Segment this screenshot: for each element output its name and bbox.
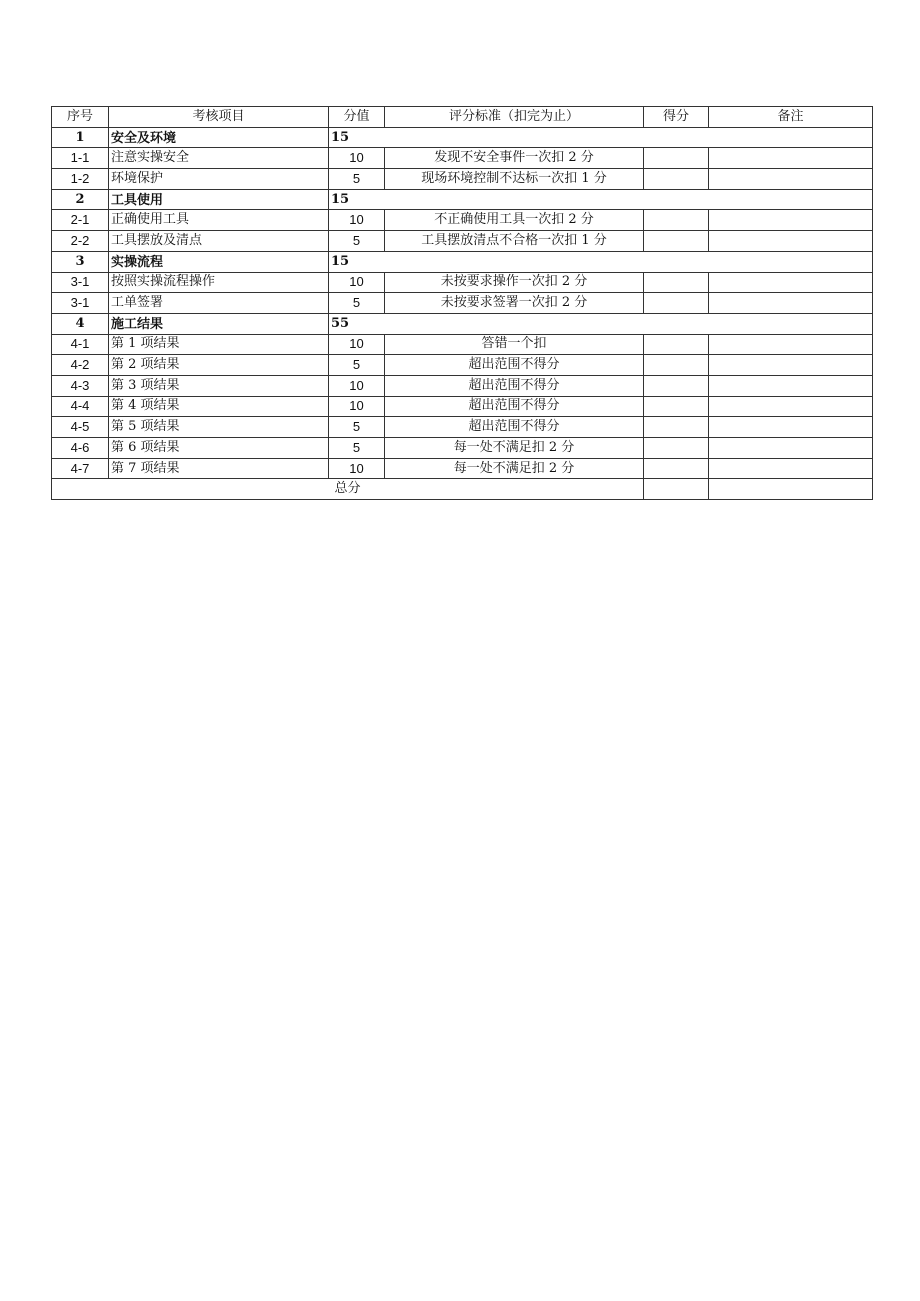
section-score: 15 (329, 127, 873, 148)
score-sheet (51, 106, 872, 500)
item-no: 3-1 (52, 293, 109, 314)
item-name: 第 1 项结果 (109, 334, 329, 355)
item-criteria: 超出范围不得分 (385, 355, 644, 376)
section-title: 安全及环境 (109, 127, 329, 148)
item-score: 5 (329, 417, 385, 438)
item-no: 2-1 (52, 210, 109, 231)
table-row (52, 396, 873, 417)
item-score: 5 (329, 169, 385, 190)
section-row (52, 189, 873, 210)
item-no: 2-2 (52, 231, 109, 252)
item-name: 工单签署 (109, 293, 329, 314)
total-score-cell (644, 479, 709, 500)
table-row (52, 210, 873, 231)
item-got-cell (644, 417, 709, 438)
section-row (52, 313, 873, 334)
item-criteria: 现场环境控制不达标一次扣 1 分 (385, 169, 644, 190)
item-criteria: 不正确使用工具一次扣 2 分 (385, 210, 644, 231)
item-name: 按照实操流程操作 (109, 272, 329, 293)
item-got-cell (644, 272, 709, 293)
table-row (52, 272, 873, 293)
section-title: 施工结果 (109, 313, 329, 334)
table-row (52, 169, 873, 190)
item-no: 4-7 (52, 458, 109, 479)
section-no: 3 (52, 251, 109, 272)
item-remark-cell (709, 355, 873, 376)
item-remark-cell (709, 458, 873, 479)
table-row (52, 148, 873, 169)
section-no: 1 (52, 127, 109, 148)
table-row (52, 417, 873, 438)
item-got-cell (644, 355, 709, 376)
item-criteria: 超出范围不得分 (385, 375, 644, 396)
item-got-cell (644, 293, 709, 314)
header-criteria: 评分标准（扣完为止） (385, 107, 644, 128)
item-no: 4-2 (52, 355, 109, 376)
item-name: 环境保护 (109, 169, 329, 190)
total-label: 总分 (52, 479, 644, 500)
item-criteria: 答错一个扣 (385, 334, 644, 355)
item-score: 5 (329, 355, 385, 376)
table-row (52, 458, 873, 479)
item-remark-cell (709, 417, 873, 438)
item-got-cell (644, 169, 709, 190)
item-score: 10 (329, 396, 385, 417)
item-no: 1-2 (52, 169, 109, 190)
item-criteria: 工具摆放清点不合格一次扣 1 分 (385, 231, 644, 252)
item-remark-cell (709, 169, 873, 190)
item-got-cell (644, 334, 709, 355)
item-remark-cell (709, 272, 873, 293)
section-no: 4 (52, 313, 109, 334)
table-body (52, 127, 873, 479)
item-remark-cell (709, 375, 873, 396)
header-remark: 备注 (709, 107, 873, 128)
item-remark-cell (709, 210, 873, 231)
item-no: 4-4 (52, 396, 109, 417)
item-name: 第 7 项结果 (109, 458, 329, 479)
item-score: 10 (329, 458, 385, 479)
item-no: 4-5 (52, 417, 109, 438)
item-criteria: 发现不安全事件一次扣 2 分 (385, 148, 644, 169)
table-header-row (52, 107, 873, 128)
header-item: 考核项目 (109, 107, 329, 128)
item-remark-cell (709, 293, 873, 314)
item-score: 10 (329, 272, 385, 293)
table-row (52, 355, 873, 376)
table-row (52, 438, 873, 459)
item-score: 10 (329, 210, 385, 231)
item-name: 第 3 项结果 (109, 375, 329, 396)
item-score: 10 (329, 334, 385, 355)
item-name: 注意实操安全 (109, 148, 329, 169)
item-remark-cell (709, 148, 873, 169)
section-title: 工具使用 (109, 189, 329, 210)
item-criteria: 每一处不满足扣 2 分 (385, 458, 644, 479)
item-name: 第 2 项结果 (109, 355, 329, 376)
total-row (52, 479, 873, 500)
item-score: 10 (329, 375, 385, 396)
total-remark-cell (709, 479, 873, 500)
item-name: 第 6 项结果 (109, 438, 329, 459)
item-name: 第 5 项结果 (109, 417, 329, 438)
item-got-cell (644, 210, 709, 231)
item-got-cell (644, 375, 709, 396)
item-score: 10 (329, 148, 385, 169)
item-name: 工具摆放及清点 (109, 231, 329, 252)
item-score: 5 (329, 231, 385, 252)
item-remark-cell (709, 334, 873, 355)
item-criteria: 未按要求操作一次扣 2 分 (385, 272, 644, 293)
item-got-cell (644, 396, 709, 417)
section-row (52, 251, 873, 272)
item-no: 3-1 (52, 272, 109, 293)
table-row (52, 334, 873, 355)
item-score: 5 (329, 293, 385, 314)
item-name: 第 4 项结果 (109, 396, 329, 417)
table-row (52, 375, 873, 396)
item-got-cell (644, 438, 709, 459)
item-no: 4-6 (52, 438, 109, 459)
section-score: 55 (329, 313, 873, 334)
header-score: 分值 (329, 107, 385, 128)
item-got-cell (644, 148, 709, 169)
item-criteria: 未按要求签署一次扣 2 分 (385, 293, 644, 314)
item-got-cell (644, 231, 709, 252)
item-no: 4-1 (52, 334, 109, 355)
header-no: 序号 (52, 107, 109, 128)
assessment-table (51, 106, 873, 500)
header-got: 得分 (644, 107, 709, 128)
section-score: 15 (329, 189, 873, 210)
item-remark-cell (709, 438, 873, 459)
section-row (52, 127, 873, 148)
table-row (52, 293, 873, 314)
item-got-cell (644, 458, 709, 479)
item-remark-cell (709, 231, 873, 252)
table-row (52, 231, 873, 252)
item-criteria: 超出范围不得分 (385, 417, 644, 438)
item-name: 正确使用工具 (109, 210, 329, 231)
section-score: 15 (329, 251, 873, 272)
item-no: 1-1 (52, 148, 109, 169)
item-criteria: 超出范围不得分 (385, 396, 644, 417)
item-score: 5 (329, 438, 385, 459)
item-remark-cell (709, 396, 873, 417)
item-no: 4-3 (52, 375, 109, 396)
item-criteria: 每一处不满足扣 2 分 (385, 438, 644, 459)
section-title: 实操流程 (109, 251, 329, 272)
section-no: 2 (52, 189, 109, 210)
